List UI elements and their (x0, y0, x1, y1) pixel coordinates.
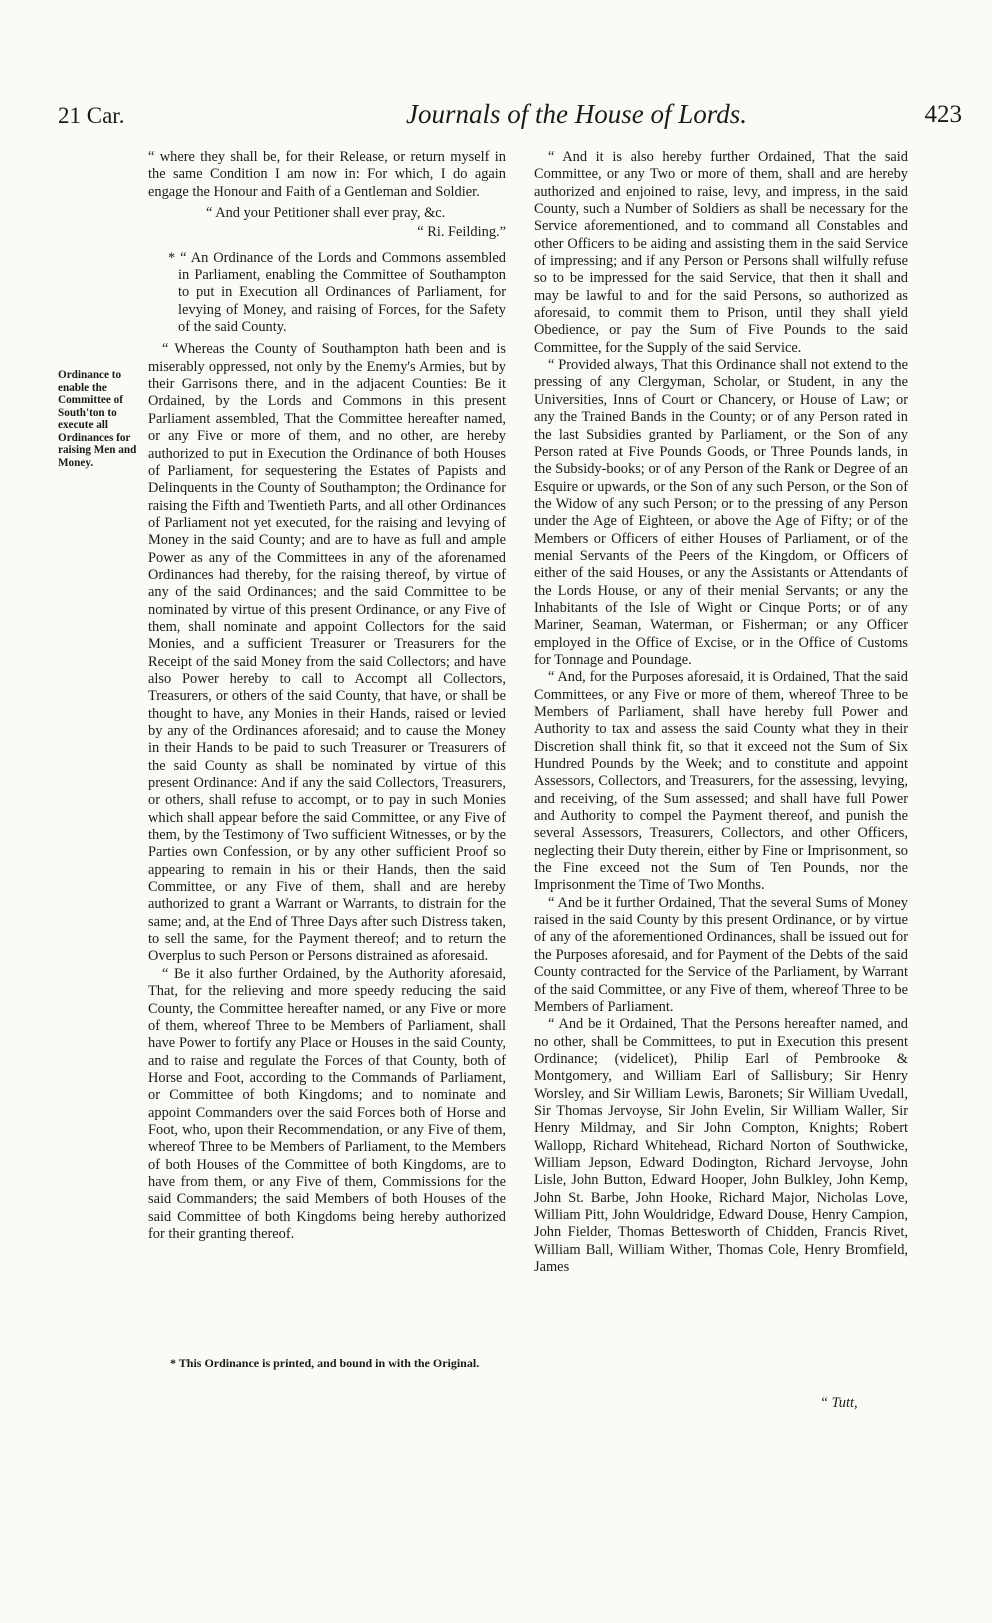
right-column (534, 149, 908, 1276)
ordinance-paragraph-7: “ And be it Ordained, That the Persons hereafter named, and no other, shall be Committees, to put in Execution this present Ordinance; (videlicet), Philip Earl of Pembrooke & Montgomery, and William Earl of Sallisbury; Sir Henry Worsley, and Sir William Lewis, Baronets; Sir William Uvedall, Sir Thomas Jervoyse, Sir John Evelin, Sir William Waller, Sir Henry Mildmay, and Sir John Compton, Knights; Robert Wallopp, Richard Whitehead, Richard Norton of Southwicke, William Jepson, Edward Dodington, Richard Jervoyse, John Lisle, John Button, Edward Hooper, John Bulkley, John Kemp, John St. Barbe, John Hooke, Richard Major, Nicholas Love, William Pitt, John Wouldridge, Edward Douse, Henry Campion, John Fielder, Thomas Bettesworth of Chidden, Francis Rivet, William Ball, William Wither, Thomas Cole, Henry Bromfield, James (534, 1016, 908, 1275)
left-column (148, 149, 506, 1243)
petition-signature: “ Ri. Feilding.” (417, 224, 506, 241)
page-header (58, 95, 962, 135)
catchword: “ Tutt, (820, 1395, 858, 1411)
ordinance-title: * “ An Ordinance of the Lords and Commons assembled in Parliament, enabling the Committee of Southampton to put in Execution all Ordinances of Parliament, for levying of Money, and raising of Forces, for the Safety of the said County. (168, 249, 506, 336)
ordinance-paragraph-2: “ Be it also further Ordained, by the Authority aforesaid, That, for the relieving and more speedy reducing the said County, the Committee hereafter named, or any Five or more of them, whereof Three to be Members of Parliament, shall have Power to fortify any Place or Houses in the said County, and to raise and regulate the Forces of that County, both of Horse and Foot, according to the Commands of Parliament, or Committee of both Kingdoms; and to nominate and appoint Commanders over the said Forces both of Horse and Foot, who, upon their Recommendation, or any Five of them, whereof Three to be Members of Parliament, to the Members of both Houses of the Committee of both Kingdoms, are to have from them, or any Five of them, Commissions for the said Commanders; the said Members of both Houses of the said Committee of both Kingdoms being hereby authorized for their granting thereof. (148, 965, 506, 1242)
header-regnal-year: 21 Car. (58, 103, 125, 128)
margin-note: Ordinance to enable the Committee of South'ton to execute all Ordinances for raising Men and Money. (58, 369, 137, 469)
ordinance-paragraph-3: “ And it is also hereby further Ordained, That the said Committee, or any Two or more of them, shall and are hereby authorized and enjoined to raise, levy, and impress, in the said County, such a Number of Soldiers as shall be necessary for the Service aforementioned, and to command all Constables and other Officers to be aiding and assisting them in the said Service of impressing; and if any Person or Persons shall wilfully refuse so to be impressed for the said Service, that then it shall and may be lawful to and for the said Persons, so authorized as aforesaid, to commit them to Prison, until they shall yield Obedience, or pay the Sum of Five Pounds to the said Committee, for the Supply of the said Service. (534, 149, 908, 356)
footnote: * This Ordinance is printed, and bound in with the Original. (170, 1356, 480, 1370)
ordinance-paragraph-5: “ And, for the Purposes aforesaid, it is Ordained, That the said Committees, or any Five or more of them, whereof Three to be Members of Parliament, shall have hereby full Power and Authority to tax and assess the said County what they in their Discretion shall think fit, so that it exceed not the Sum of Six Hundred Pounds by the Week; and to constitute and appoint Assessors, Collectors, and Treasurers, for the assessing, levying, and receiving, of the Sum assessed; and shall have full Power and Authority to compel the Payment thereof, and punish the several Assessors, Treasurers, Collectors, and other Officers, neglecting their Duty therein, either by Fine or Imprisonment, so the Fine exceed not the Sum of Ten Pounds, nor the Imprisonment the Time of Two Months. (534, 669, 908, 894)
running-title: Journals of the House of Lords. (406, 99, 748, 129)
ordinance-paragraph-4: “ Provided always, That this Ordinance shall not extend to the pressing of any Clergyman, Scholar, or Student, in any the Universities, Inns of Court or Chancery, or House of Law; or any the Trained Bands in the County; or of any Person rated in the last Subsidies granted by Parliament, or the Son of any Person rated at Five Pounds Goods, or Three Pounds lands, in the Subsidy-books; or of any Person of the Rank or Degree of an Esquire or upwards, or the Son of any such Person, or the Son of the Widow of any such Person; or to the pressing of any Person under the Age of Eighteen, or above the Age of Fifty; or of the Members or Officers of either Houses of Parliament, or of the menial Servants of the Peers of the Kingdom, or Officers of either of the said Houses, or any the Assistants or Attendants of the Lords House, or any of their menial Servants; or any the Inhabitants of the Isle of Wight or Cinque Ports; or of any Mariner, Seaman, Waterman, or Fisherman; or any Officer employed in the Office of Excise, or in the Office of Customs for Tonnage and Poundage. (534, 357, 908, 668)
petition-prayer: “ And your Petitioner shall ever pray, &c. (206, 205, 446, 222)
petition-ending: “ where they shall be, for their Release, or return myself in the same Condition I am now in: For which, I do again engage the Honour and Faith of a Gentleman and Soldier. (148, 149, 506, 200)
ordinance-paragraph-1: “ Whereas the County of Southampton hath been and is miserably oppressed, not only by the Enemy's Armies, but by their Garrisons there, and in the adjacent Counties: Be it Ordained, by the Lords and Commons in this present Parliament assembled, That the Committee hereafter named, or any Five or more of them, and no other, are hereby authorized to put in Execution the Ordinance of both Houses of Parliament, for sequestering the Estates of Papists and Delinquents in the County of Southampton; the Ordinance for raising the Fifth and Twentieth Parts, and all other Ordinances of Parliament not yet executed, for the raising and levying of Money in the said County; and are to have as full and ample Power as any of the Committees in any of the aforenamed Ordinances had thereby, for the raising thereof, by virtue of any of the said Ordinances; and the said Committee to be nominated by virtue of this present Ordinance, or any Five of them, shall nominate and appoint Collectors for the said Monies, and a sufficient Treasurer or Treasurers for the Receipt of the said Money from the said Collectors; and have also Power hereby to call to Accompt all Collectors, Treasurers, or others of the said County, that have, or shall be thought to have, any Monies in their Hands, raised or levied by any of the Ordinances aforesaid; and to cause the Money in their Hands to be paid to such Treasurer or Treasurers of the said County as shall be nominated by virtue of this present Ordinance: And if any the said Collectors, Treasurers, or others, shall refuse to accompt, or to pay in such Monies which shall appear before the said Committee, or any Five of them, by the Testimony of Two sufficient Witnesses, or by the Parties own Confession, or by any other sufficient Proof so appearing to remain in his or their Hands, then the said Committee, or any Five of them, shall and are hereby authorized to grant a Warrant or Warrants, to distrain for the same; and, at the End of Three Days after such Distress taken, to sell the same, for the Payment thereof; and to return the Overplus to such Person or Persons distrained as aforesaid. (148, 341, 506, 965)
page-number: 423 (924, 101, 962, 128)
ordinance-paragraph-6: “ And be it further Ordained, That the several Sums of Money raised in the said County by this present Ordinance, or by virtue of any of the aforementioned Ordinances, shall be issued out for the Purposes aforesaid, and for Payment of the Debts of the said County contracted for the Service of the Parliament, by Warrant of the said Committee, or any Five of them, whereof Three to be Members of Parliament. (534, 894, 908, 1015)
